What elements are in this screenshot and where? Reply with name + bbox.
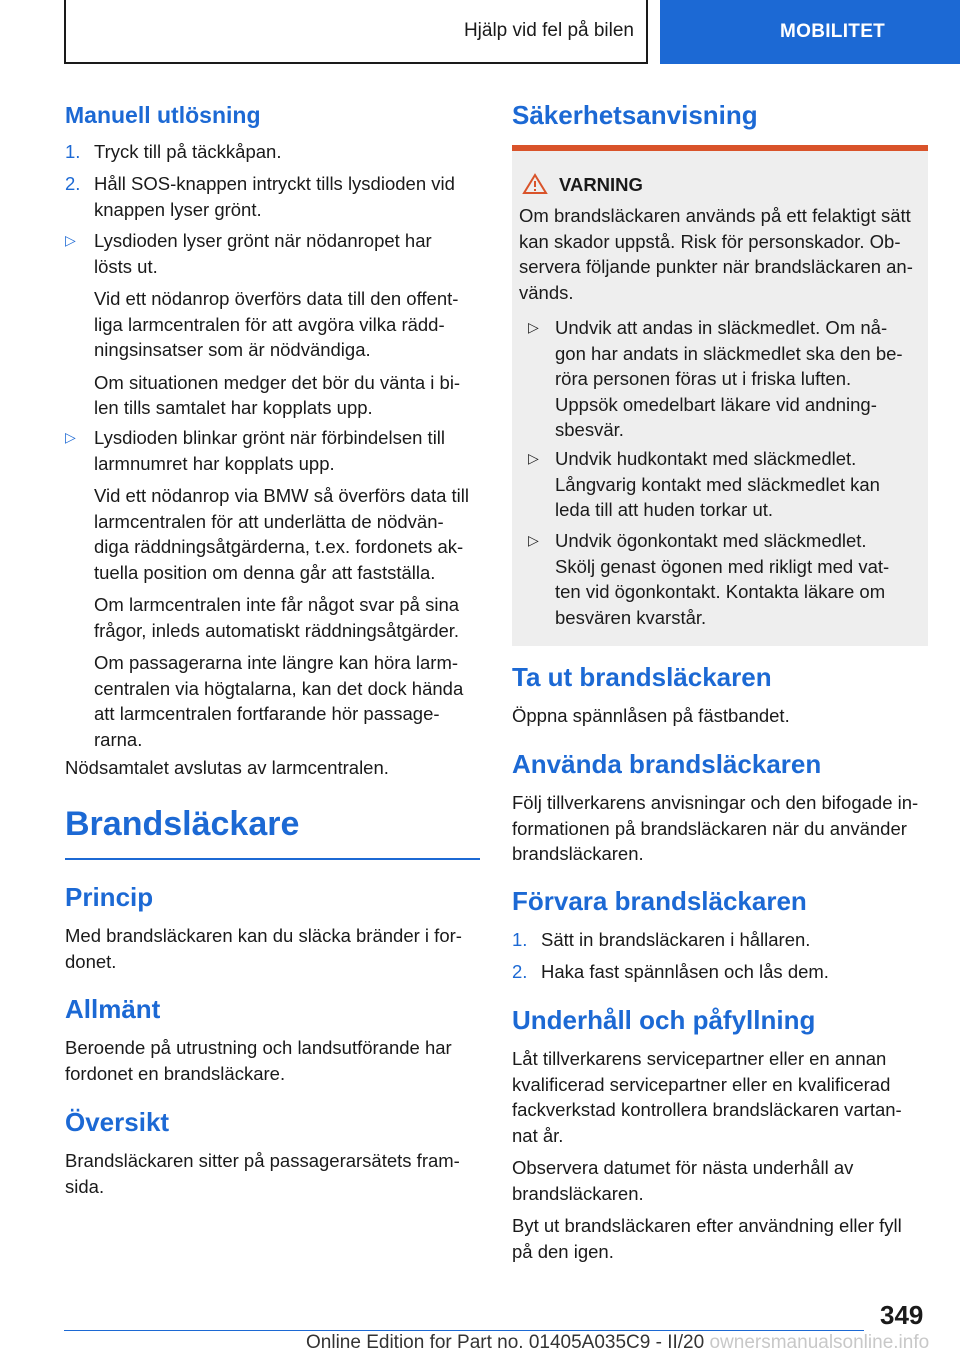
step-text (94, 171, 480, 222)
text-line: Om situationen medger det bör du vänta i bi- (94, 371, 461, 393)
page-number: 349 (880, 1300, 924, 1330)
princip-heading: Princip (65, 882, 154, 912)
step-number: 2. (65, 173, 81, 194)
text-line: vänds. (519, 281, 574, 303)
text-line: nat år. (512, 1124, 564, 1146)
text-line: fackverkstad kontrollera brandsläckaren vartan- (512, 1099, 902, 1120)
text-line: röra personen föras ut i friska luften. (555, 368, 852, 389)
text-line: liga larmcentralen för att avgöra vilka rädd- (94, 313, 445, 335)
underhall-text (512, 1046, 928, 1264)
allmant-heading: Allmänt (65, 994, 161, 1024)
text-line: Vid ett nödanrop överförs data till den offent- (94, 288, 459, 309)
text-line: Lysdioden lyser grönt när nödanropet har (94, 230, 432, 251)
text-line: Om larmcentralen inte får något svar på sina (94, 594, 460, 615)
text-line: sida. (65, 1175, 105, 1197)
bullet-text (555, 446, 922, 523)
text-line: larmcentralen för att underlätta de nödvän- (94, 510, 444, 532)
text-line: sbesvär. (555, 419, 624, 440)
triangle-bullet-icon: ▷ (528, 532, 539, 548)
text-line: gon har andats in släckmedlet ska den be- (555, 342, 903, 364)
text-line: fordonet en brandsläckare. (65, 1062, 286, 1084)
text-line: Byt ut brandsläckaren efter användning eller fyll (512, 1215, 902, 1236)
text-line: Lysdioden blinkar grönt när förbindelsen till (94, 427, 446, 448)
text-line: formationen på brandsläckaren när du använder (512, 817, 907, 839)
triangle-bullet-icon: ▷ (65, 232, 76, 248)
main-heading: Brandsläckare (65, 805, 300, 843)
text-line: besvären kvarstår. (555, 606, 707, 628)
bullet-text (94, 425, 480, 752)
taut-text: Öppna spännlåsen på fästbandet. (512, 705, 790, 726)
section-title-text: Hjälp vid fel på bilen (463, 20, 634, 41)
text-line: Om brandsläckaren används på ett felaktigt sätt (519, 205, 911, 226)
oversikt-text (65, 1148, 480, 1199)
footer-edition (306, 1332, 929, 1354)
text-line: Undvik att andas in släckmedlet. Om nå- (555, 317, 888, 338)
step-number: 1. (512, 929, 528, 950)
step-text: Haka fast spännlåsen och lås dem. (541, 961, 829, 982)
warning-label: VARNING (559, 174, 643, 195)
footer-rule (64, 1330, 864, 1331)
warning-box (512, 145, 928, 646)
text-line: centralen via högtalarna, kan det dock hända (94, 677, 464, 699)
step-text: Tryck till på täckkåpan. (94, 141, 282, 162)
warning-triangle-icon (522, 173, 548, 202)
text-line: Håll SOS-knappen intryckt tills lysdioden vid (94, 173, 455, 194)
underhall-heading: Underhåll och påfyllning (512, 1005, 816, 1035)
text-line: Brandsläckaren sitter på passagerarsätets fram- (65, 1150, 460, 1171)
forvara-heading: Förvara brandsläckaren (512, 886, 807, 916)
text-line: att larmcentralen fortfarande hör passage- (94, 703, 440, 724)
anvanda-heading: Använda brandsläckaren (512, 749, 822, 779)
text-line: ningsinsatser som är nödvändiga. (94, 339, 371, 360)
closing-text: Nödsamtalet avslutas av larmcentralen. (65, 757, 389, 778)
taut-heading: Ta ut brandsläckaren (512, 662, 772, 692)
chapter-title-text: MOBILITET (780, 21, 886, 42)
text-line: ten vid ögonkontakt. Kontakta läkare om (555, 581, 886, 602)
header-section-title (64, 0, 648, 64)
text-line: Beroende på utrustning och landsutförande har (65, 1037, 452, 1058)
text-line: Vid ett nödanrop via BMW så överförs data till (94, 485, 469, 506)
text-line: larmnumret har kopplats upp. (94, 452, 335, 474)
step-number: 2. (512, 961, 528, 982)
text-line: Låt tillverkarens servicepartner eller en annan (512, 1048, 887, 1069)
bullet-text (555, 315, 922, 443)
text-line: Om passagerarna inte längre kan höra larm- (94, 652, 459, 673)
oversikt-heading: Översikt (65, 1107, 170, 1137)
sakerhet-heading: Säkerhetsanvisning (512, 100, 758, 130)
text-line: Undvik ögonkontakt med släckmedlet. (555, 530, 867, 551)
text-line: kan skador uppstå. Risk för personskador. Ob- (519, 230, 901, 252)
text-line: donet. (65, 950, 117, 972)
text-line: rarna. (94, 728, 143, 750)
text-line: Följ tillverkarens anvisningar och den bifogade in- (512, 792, 919, 813)
text-line: frågor, inleds automatiskt räddningsåtgärder. (94, 619, 460, 641)
princip-text (65, 923, 480, 974)
text-line: leda till att huden torkar ut. (555, 499, 774, 520)
watermark-text: ownersmanualsonline.info (709, 1332, 930, 1353)
text-line: Långvarig kontakt med släckmedlet kan (555, 473, 880, 495)
header-chapter-tab (660, 0, 960, 64)
heading-rule (65, 858, 480, 860)
triangle-bullet-icon: ▷ (528, 319, 539, 335)
allmant-text (65, 1035, 480, 1086)
bullet-text (94, 228, 480, 421)
text-line: Observera datumet för nästa underhåll av (512, 1157, 854, 1178)
text-line: Uppsök omedelbart läkare vid andning- (555, 393, 877, 415)
step-number: 1. (65, 141, 81, 162)
text-line: diga räddningsåtgärderna, t.ex. fordonets ak- (94, 536, 464, 557)
anvanda-text (512, 790, 928, 867)
text-line: Undvik hudkontakt med släckmedlet. (555, 448, 857, 469)
text-line: len tills samtalet har kopplats upp. (94, 397, 373, 418)
text-line: brandsläckaren. (512, 1182, 644, 1204)
text-line: på den igen. (512, 1240, 614, 1262)
warning-text (519, 203, 922, 305)
edition-text: Online Edition for Part no. 01405A035C9 - II/20 (306, 1332, 705, 1353)
text-line: tuella position om denna går att fastställa. (94, 561, 436, 583)
text-line: knappen lyser grönt. (94, 198, 262, 220)
bullet-text (555, 528, 922, 630)
text-line: Skölj genast ögonen med rikligt med vat- (555, 555, 890, 577)
text-line: Med brandsläckaren kan du släcka bränder i for- (65, 925, 462, 946)
manuell-heading: Manuell utlösning (65, 102, 261, 128)
triangle-bullet-icon: ▷ (528, 450, 539, 466)
text-line: lösts ut. (94, 255, 158, 277)
text-line: brandsläckaren. (512, 843, 644, 864)
step-text: Sätt in brandsläckaren i hållaren. (541, 929, 811, 950)
text-line: kvalificerad servicepartner eller en kvalificerad (512, 1073, 891, 1095)
triangle-bullet-icon: ▷ (65, 429, 76, 445)
text-line: servera följande punkter när brandsläckaren an- (519, 256, 913, 277)
